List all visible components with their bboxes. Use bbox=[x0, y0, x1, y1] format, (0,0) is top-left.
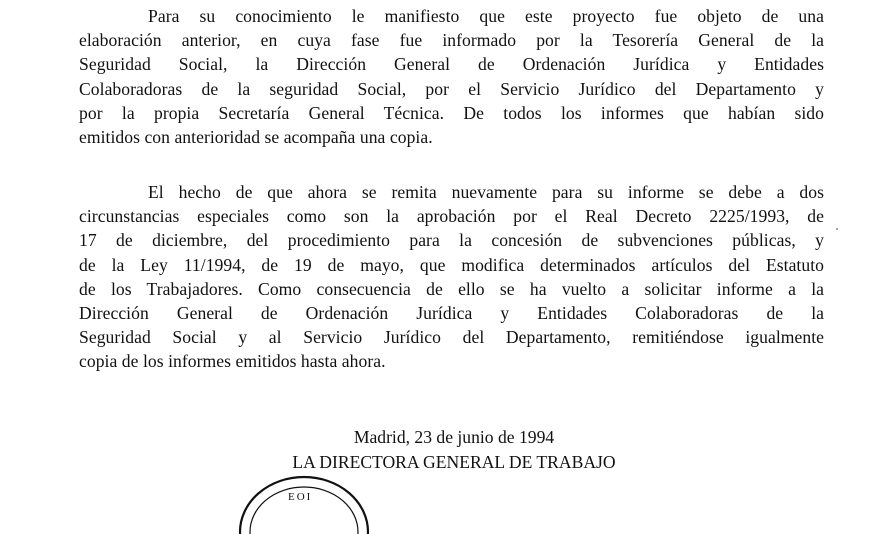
paragraph-resubmission-reason bbox=[79, 180, 824, 374]
paragraph-line: 17 de diciembre, del procedimiento para la concesión de subvenciones públicas, y bbox=[79, 230, 824, 251]
signature-title: LA DIRECTORA GENERAL DE TRABAJO bbox=[292, 452, 616, 472]
paragraph-line: de la Ley 11/1994, de 19 de mayo, que modifica determinados artículos del Estatuto bbox=[79, 254, 824, 275]
paragraph-line: Para su conocimiento le manifiesto que este proyecto fue objeto de una bbox=[148, 6, 824, 26]
paragraph-line: de los Trabajadores. Como consecuencia de ello se ha vuelto a solicitar informe a la bbox=[79, 278, 824, 299]
paragraph-line: emitidos con anterioridad se acompaña una copia. bbox=[79, 127, 433, 148]
paragraph-line: Seguridad Social y al Servicio Jurídico del Departamento, remitiéndose igualmente bbox=[79, 327, 824, 348]
official-seal-icon bbox=[238, 474, 370, 534]
paragraph-knowledge-notice bbox=[79, 4, 824, 149]
paragraph-line: elaboración anterior, en cuya fase fue informado por la Tesorería General de la bbox=[79, 30, 824, 51]
signature-place-date: Madrid, 23 de junio de 1994 bbox=[353, 427, 555, 447]
paragraph-line: circunstancias especiales como son la aprobación por el Real Decreto 2225/1993, de bbox=[79, 206, 824, 227]
paragraph-line: Seguridad Social, la Dirección General de Ordenación Jurídica y Entidades bbox=[79, 54, 824, 75]
paragraph-line: Dirección General de Ordenación Jurídica y Entidades Colaboradoras de la bbox=[79, 303, 824, 324]
scan-speck bbox=[836, 228, 838, 230]
svg-text:EOI: EOI bbox=[288, 491, 313, 503]
paragraph-line: Colaboradoras de la seguridad Social, por el Servicio Jurídico del Departamento y bbox=[79, 78, 824, 99]
paragraph-line: El hecho de que ahora se remita nuevamente para su informe se debe a dos bbox=[148, 182, 824, 202]
paragraph-line: por la propia Secretaría General Técnica. De todos los informes que habían sido bbox=[79, 102, 824, 123]
paragraph-line: copia de los informes emitidos hasta ahora. bbox=[79, 351, 386, 372]
